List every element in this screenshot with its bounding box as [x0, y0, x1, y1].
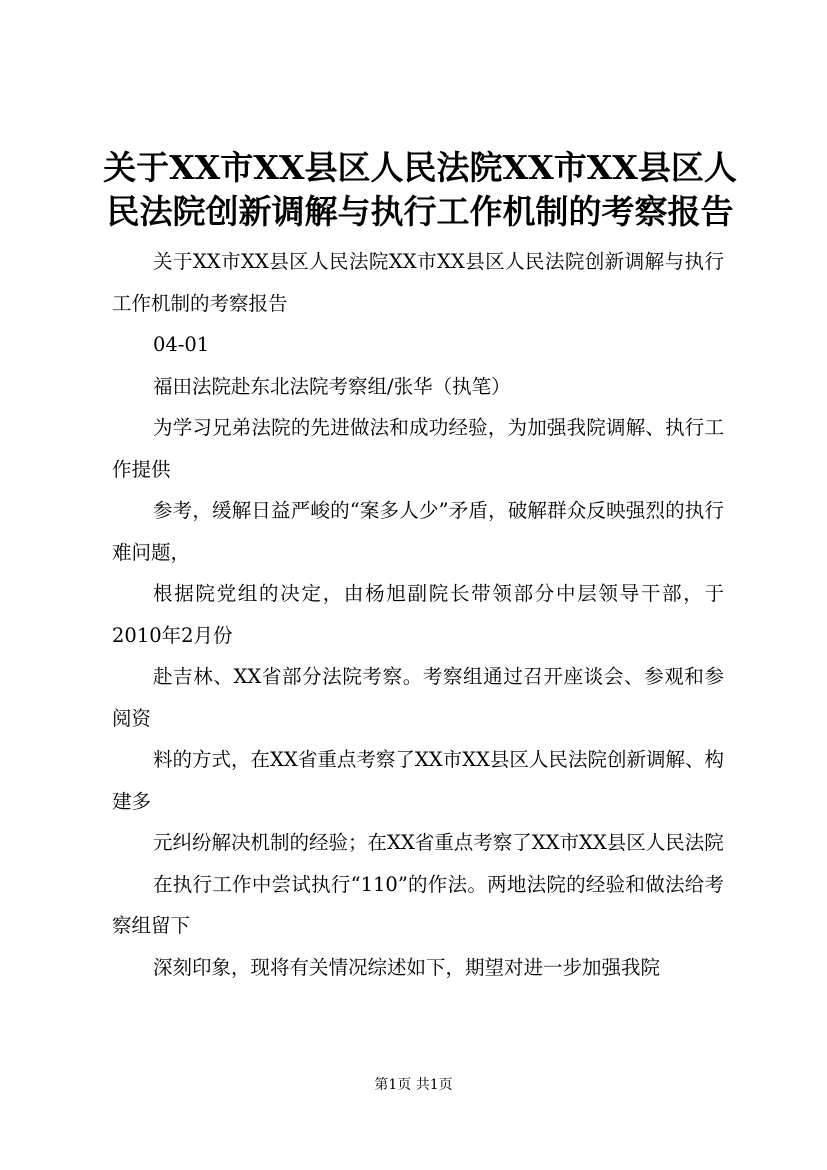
paragraph: 元纠纷解决机制的经验；在XX省重点考察了XX市XX县区人民法院: [153, 831, 724, 854]
paragraph: 根据院党组的决定，由杨旭副院长带领部分中层领导干部，于2010年2月份: [112, 582, 724, 647]
paragraph: 赴吉林、XX省部分法院考察。考察组通过召开座谈会、参观和参阅资: [112, 665, 724, 730]
paragraph: 料的方式，在XX省重点考察了XX市XX县区人民法院创新调解、构建多: [112, 748, 724, 813]
paragraph: 参考，缓解日益严峻的“案多人少”矛盾，破解群众反映强烈的执行难问题，: [112, 499, 724, 564]
paragraph-author: 福田法院赴东北法院考察组/张华（执笔）: [153, 374, 511, 398]
paragraph-date: 04-01: [153, 333, 210, 356]
page-footer: 第1页 共1页: [374, 1077, 453, 1093]
paragraph: 为学习兄弟法院的先进做法和成功经验，为加强我院调解、执行工作提供: [112, 416, 724, 481]
paragraph: 深刻印象，现将有关情况综述如下，期望对进一步加强我院: [153, 955, 661, 979]
paragraph: 在执行工作中尝试执行“110”的作法。两地法院的经验和做法给考察组留下: [112, 872, 724, 937]
paragraph: 关于XX市XX县区人民法院XX市XX县区人民法院创新调解与执行工作机制的考察报告: [112, 250, 724, 315]
document-title: 关于XX市XX县区人民法院XX市XX县区人民法院创新调解与执行工作机制的考察报告: [103, 148, 737, 231]
document-body: [112, 241, 724, 988]
